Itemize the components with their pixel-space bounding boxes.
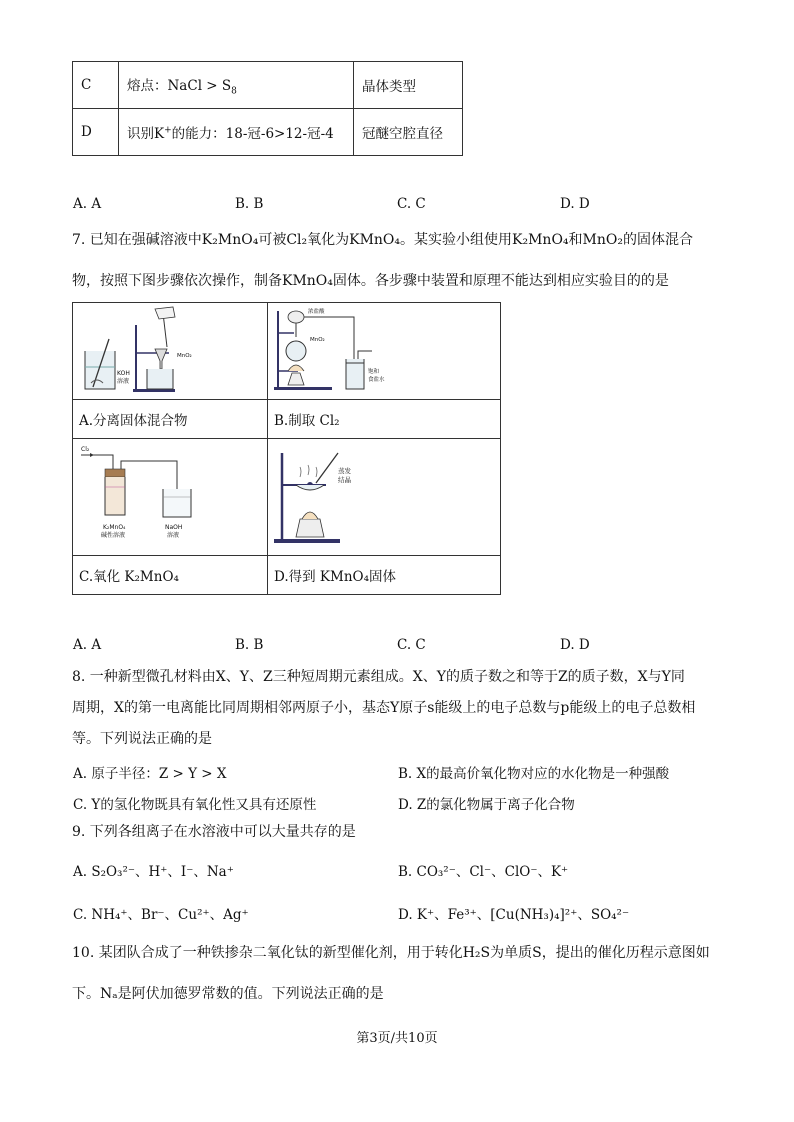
table-row bbox=[73, 109, 463, 156]
q8-option-c[interactable]: C. Y的氢化物既具有氧化性又具有还原性 bbox=[73, 797, 317, 813]
page-footer: 第3页/共10页 bbox=[356, 1031, 438, 1046]
label-k2mno4: K₂MnO₄ bbox=[103, 524, 126, 531]
q8-option-a[interactable]: A. 原子半径：Z > Y > X bbox=[73, 766, 227, 782]
table-cell: 识别K+的能力：18-冠-6>12-冠-4 bbox=[119, 109, 354, 156]
q9-stem: 9. 下列各组离子在水溶液中可以大量共存的是 bbox=[72, 824, 356, 840]
label-evaporate: 蒸发 bbox=[338, 467, 351, 475]
figure-d-apparatus bbox=[268, 439, 494, 551]
label-crystallize: 结晶 bbox=[338, 476, 351, 484]
figure-a-apparatus bbox=[73, 303, 261, 395]
q9-option-b[interactable]: B. CO₃²⁻、Cl⁻、ClO⁻、K⁺ bbox=[398, 864, 569, 880]
q7-stem-line1: 7. 已知在强碱溶液中K₂MnO₄可被Cl₂氧化为KMnO₄。某实验小组使用K₂MnO₄和MnO₂的固体混合 bbox=[72, 232, 693, 248]
q6-table bbox=[72, 61, 463, 156]
q8-stem-line3: 等。下列说法正确的是 bbox=[72, 731, 212, 747]
caption-d: D.得到 KMnO₄固体 bbox=[268, 556, 501, 595]
option-d[interactable]: D. D bbox=[560, 196, 590, 212]
option-a[interactable]: A. A bbox=[73, 196, 102, 212]
label-acid: 浓盐酸 bbox=[308, 309, 325, 315]
q10-stem-line2: 下。Nₐ是阿伏加德罗常数的值。下列说法正确的是 bbox=[72, 986, 384, 1002]
option-b[interactable]: B. B bbox=[235, 196, 264, 212]
figure-a-cell bbox=[73, 303, 268, 400]
caption-c: C.氧化 K₂MnO₄ bbox=[73, 556, 268, 595]
table-cell: 冠醚空腔直径 bbox=[354, 109, 463, 156]
label-alkaline: 碱性溶液 bbox=[101, 532, 126, 539]
caption-a: A.分离固体混合物 bbox=[73, 400, 268, 439]
label-koh-solution: 溶液 bbox=[117, 378, 130, 385]
option-b[interactable]: B. B bbox=[235, 637, 264, 653]
q7-stem-line2: 物，按照下图步骤依次操作，制备KMnO₄固体。各步骤中装置和原理不能达到相应实验目的的是 bbox=[72, 273, 669, 289]
figure-d-cell bbox=[268, 439, 501, 556]
figure-c-cell bbox=[73, 439, 268, 556]
option-d[interactable]: D. D bbox=[560, 637, 590, 653]
label-naoh: NaOH bbox=[165, 524, 183, 531]
table-row bbox=[73, 62, 463, 109]
option-c[interactable]: C. C bbox=[397, 196, 426, 212]
table-cell: 晶体类型 bbox=[354, 62, 463, 109]
table-cell: 熔点：NaCl > $S_8$ bbox=[119, 62, 354, 109]
figure-b-cell bbox=[268, 303, 501, 400]
label-cl2: Cl₂ bbox=[81, 446, 90, 453]
q8-stem-line2: 周期，X的第一电离能比同周期相邻两原子小，基态Y原子s能级上的电子总数与p能级上的电子总数相 bbox=[72, 700, 696, 716]
q8-option-b[interactable]: B. X的最高价氧化物对应的水化物是一种强酸 bbox=[398, 766, 670, 782]
label-saturated: 饱和 bbox=[368, 369, 380, 375]
table-cell: D bbox=[73, 109, 119, 156]
label-koh: KOH bbox=[117, 370, 130, 377]
q7-figure-table bbox=[72, 302, 501, 595]
label-naoh-solution: 溶液 bbox=[167, 532, 180, 539]
label-mno2-b: MnO₂ bbox=[310, 337, 325, 343]
figure-c-apparatus bbox=[73, 439, 261, 551]
option-a[interactable]: A. A bbox=[73, 637, 102, 653]
figure-b-apparatus bbox=[268, 303, 494, 395]
q8-stem-line1: 8. 一种新型微孔材料由X、Y、Z三种短周期元素组成。X、Y的质子数之和等于Z的质子数，X与Y同 bbox=[72, 669, 685, 685]
caption-b: B.制取 Cl₂ bbox=[268, 400, 501, 439]
q9-option-c[interactable]: C. NH₄⁺、Br⁻、Cu²⁺、Ag⁺ bbox=[73, 907, 249, 923]
q9-option-d[interactable]: D. K⁺、Fe³⁺、[Cu(NH₃)₄]²⁺、SO₄²⁻ bbox=[398, 907, 630, 923]
q10-stem-line1: 10. 某团队合成了一种铁掺杂二氧化钛的新型催化剂，用于转化H₂S为单质S，提出的催化历程示意图如 bbox=[72, 945, 710, 961]
table-cell: C bbox=[73, 62, 119, 109]
label-mno2: MnO₂ bbox=[177, 353, 192, 359]
q9-option-a[interactable]: A. S₂O₃²⁻、H⁺、I⁻、Na⁺ bbox=[73, 864, 234, 880]
label-brine: 食盐水 bbox=[368, 377, 385, 383]
q8-option-d[interactable]: D. Z的氯化物属于离子化合物 bbox=[398, 797, 575, 813]
option-c[interactable]: C. C bbox=[397, 637, 426, 653]
